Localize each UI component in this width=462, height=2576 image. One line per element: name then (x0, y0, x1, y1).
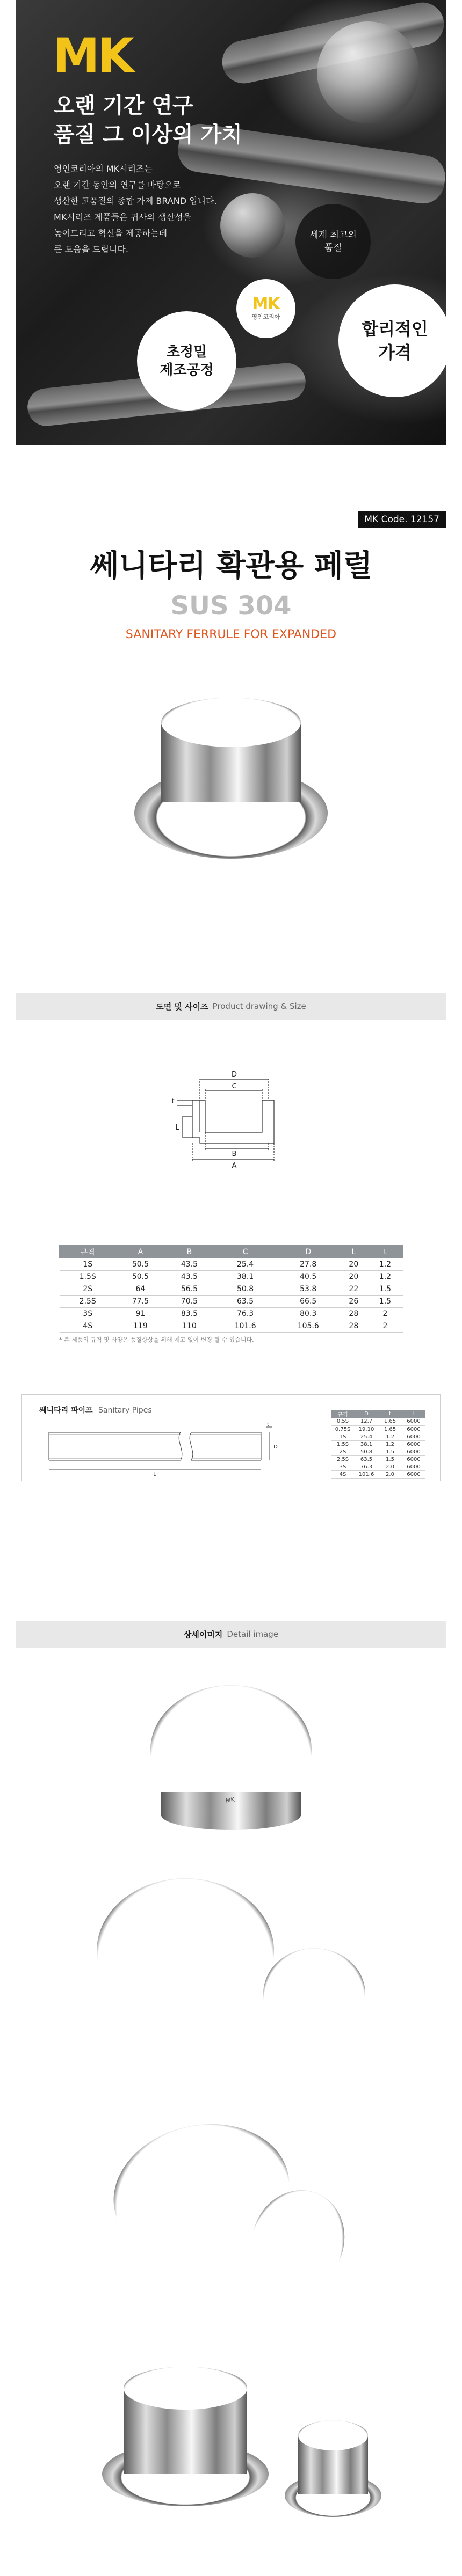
hero-description: 영인코리아의 MK시리즈는 오랜 기간 동안의 연구를 바탕으로 생산한 고품질의 종합 가제 BRAND 입니다. MK시리즈 제품들은 귀사의 생산성을 높여드리고 혁신을 제공하는데 큰 도움을 드립니다. (54, 164, 217, 254)
spec-table-header: D (277, 1246, 340, 1258)
table-row: 1.5S 38.1 1.2 6000 (331, 1440, 425, 1448)
badge-world-quality: 세계 최고의 품질 (295, 204, 371, 279)
product-material: SUS 304 (170, 591, 292, 621)
hero-banner (16, 0, 446, 445)
dim-label-t: t (171, 1097, 175, 1106)
detail-photo-tilted-small (252, 2190, 344, 2297)
dim-label-b: B (232, 1150, 237, 1158)
dim-label-a: A (232, 1162, 237, 1170)
product-photo (134, 698, 328, 859)
detail-photo-single (150, 1685, 312, 1835)
spec-table-header: 규격 (60, 1246, 116, 1258)
section-header-drawing: 도면 및 사이즈 Product drawing & Size (16, 993, 446, 1020)
pipe-drawing (44, 1422, 296, 1478)
spec-table-header-row (60, 1246, 403, 1258)
pipe-dim-t: t (267, 1422, 269, 1428)
detail-photo-pair-large (97, 1878, 274, 2039)
table-row: 1S 25.4 1.2 6000 (331, 1433, 425, 1440)
dim-label-c: C (232, 1082, 237, 1091)
table-row: 3S 91 83.5 76.3 80.3 28 2 (60, 1308, 403, 1320)
engraving-text: MK (225, 1796, 235, 1805)
table-row: 1.5S 50.5 43.5 38.1 40.5 20 1.2 (60, 1271, 403, 1283)
product-subtitle: SANITARY FERRULE FOR EXPANDED (125, 628, 337, 641)
table-row: 3S 76.3 2.0 6000 (331, 1463, 425, 1470)
table-row: 4S 101.6 2.0 6000 (331, 1470, 425, 1478)
table-row: 2S 50.8 1.5 6000 (331, 1448, 425, 1455)
detail-photo-pair-small (263, 1948, 365, 2055)
spec-table-header: t (367, 1246, 402, 1258)
spec-note: * 본 제품의 규격 및 사양은 품질향상을 위해 예고 없이 변경 될 수 있습니다. (59, 1336, 254, 1343)
spec-table (59, 1245, 403, 1333)
table-row: 2.5S 77.5 70.5 63.5 66.5 26 1.5 (60, 1296, 403, 1308)
table-row: 0.75S 19.10 1.65 6000 (331, 1425, 425, 1433)
table-row: 0.5S 12.7 1.65 6000 (331, 1418, 425, 1425)
dim-label-d: D (231, 1071, 237, 1079)
ferrule-cross-section-drawing (161, 1068, 301, 1181)
pipe-table-header-row: 규격 D t L (331, 1410, 425, 1418)
table-row: 2S 64 56.5 50.8 53.8 22 1.5 (60, 1283, 403, 1296)
pipe-dim-l: L (153, 1472, 156, 1477)
spec-table-header: B (165, 1246, 214, 1258)
pipe-box-label: 쎄니타리 파이프 Sanitary Pipes (39, 1406, 152, 1415)
detail-photo-side-small (285, 2420, 381, 2517)
pipe-spec-table (331, 1410, 425, 1479)
spec-table-header: L (340, 1246, 367, 1258)
spec-table-header: A (116, 1246, 165, 1258)
table-row: 2.5S 63.5 1.5 6000 (331, 1455, 425, 1463)
badge-precision-manufacturing: 초정밀 제조공정 (137, 311, 236, 411)
spec-table-header: C (214, 1246, 277, 1258)
sanitary-pipe-box (21, 1394, 441, 1481)
table-row: 1S 50.5 43.5 25.4 27.8 20 1.2 (60, 1258, 403, 1271)
dim-label-l: L (175, 1124, 179, 1132)
detail-photo-side-large (102, 2367, 269, 2506)
hero-valve-ball-graphic (317, 21, 419, 123)
product-title: 쎄니타리 확관용 페럴 (90, 548, 372, 583)
table-row: 4S 119 110 101.6 105.6 28 2 (60, 1320, 403, 1333)
hero-title: 오랜 기간 연구 품질 그 이상의 가치 (54, 93, 242, 147)
product-code-tag: MK Code. 12157 (358, 511, 446, 528)
pipe-dim-d: D (273, 1444, 278, 1450)
badge-reasonable-price: 합리적인 가격 (338, 284, 446, 397)
section-header-detail: 상세이미지 Detail image (16, 1621, 446, 1648)
badge-mk-logo: MK 영인코리아 (236, 279, 295, 338)
brand-logo: MK (53, 28, 132, 83)
